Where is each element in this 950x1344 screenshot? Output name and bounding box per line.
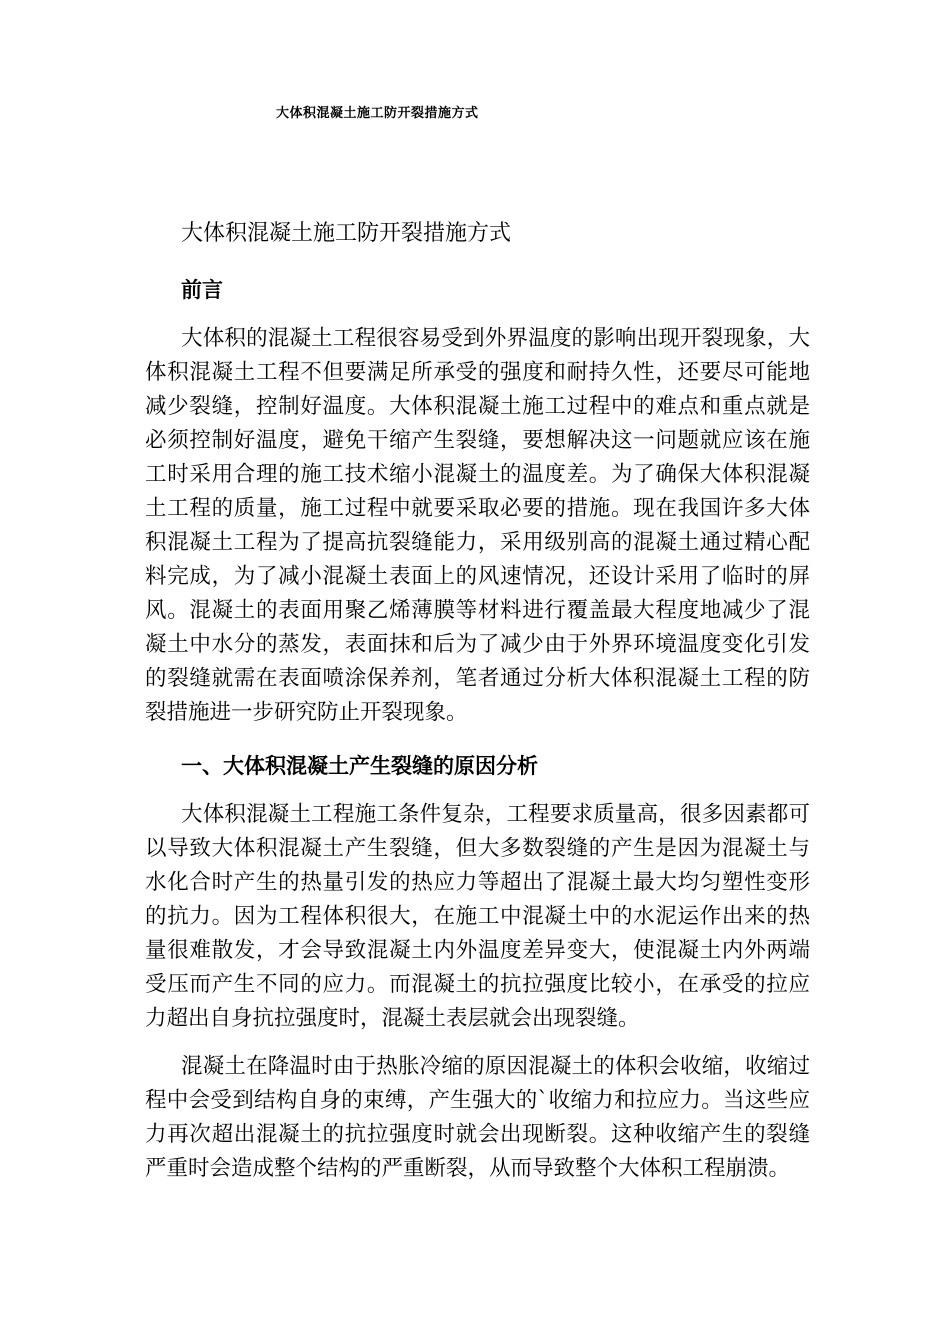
preface-paragraph: 大体积的混凝土工程很容易受到外界温度的影响出现开裂现象，大体积混凝土工程不但要满足所承受的强度和耐持久性，还要尽可能地减少裂缝，控制好温度。大体积混凝土施工过程中的难点和重点就是必须控制好温度，避免干缩产生裂缝，要想解决这一问题就应该在施工时采用合理的施工技术缩小混凝土的温度差。为了确保大体积混凝土工程的质量，施工过程中就要采取必要的措施。现在我国许多大体积混凝土工程为了提高抗裂缝能力，采用级别高的混凝土通过精心配料完成，为了减小混凝土表面上的风速情况，还设计采用了临时的屏风。混凝土的表面用聚乙烯薄膜等材料进行覆盖最大程度地减少了混凝土中水分的蒸发，表面抹和后为了减少由于外界环境温度变化引发的裂缝就需在表面喷涂保养剂，笔者通过分析大体积混凝土工程的防裂措施进一步研究防止开裂现象。 bbox=[145, 326, 810, 725]
running-header: 大体积混凝土施工防开裂措施方式 bbox=[276, 106, 479, 121]
section-1-paragraph-1: 大体积混凝土工程施工条件复杂，工程要求质量高，很多因素都可以导致大体积混凝土产生裂缝，但大多数裂缝的产生是因为混凝土与水化合时产生的热量引发的热应力等超出了混凝土最大均匀塑性变形的抗力。因为工程体积很大，在施工中混凝土中的水泥运作出来的热量很难散发，才会导致混凝土内外温度差异变大，使混凝土内外两端受压而产生不同的应力。而混凝土的抗拉强度比较小，在承受的拉应力超出自身抗拉强度时，混凝土表层就会出现裂缝。 bbox=[145, 802, 810, 1031]
section-1-heading: 一、大体积混凝土产生裂缝的原因分析 bbox=[181, 753, 538, 778]
preface-heading: 前言 bbox=[181, 277, 223, 302]
section-1-paragraph-2: 混凝土在降温时由于热胀冷缩的原因混凝土的体积会收缩，收缩过程中会受到结构自身的束缚，产生强大的`收缩力和拉应力。当这些应力再次超出混凝土的抗拉强度时就会出现断裂。这种收缩产生的裂缝严重时会造成整个结构的严重断裂，从而导致整个大体积工程崩溃。 bbox=[145, 1054, 810, 1181]
document-title: 大体积混凝土施工防开裂措施方式 bbox=[181, 221, 512, 246]
document-body bbox=[145, 212, 810, 1200]
